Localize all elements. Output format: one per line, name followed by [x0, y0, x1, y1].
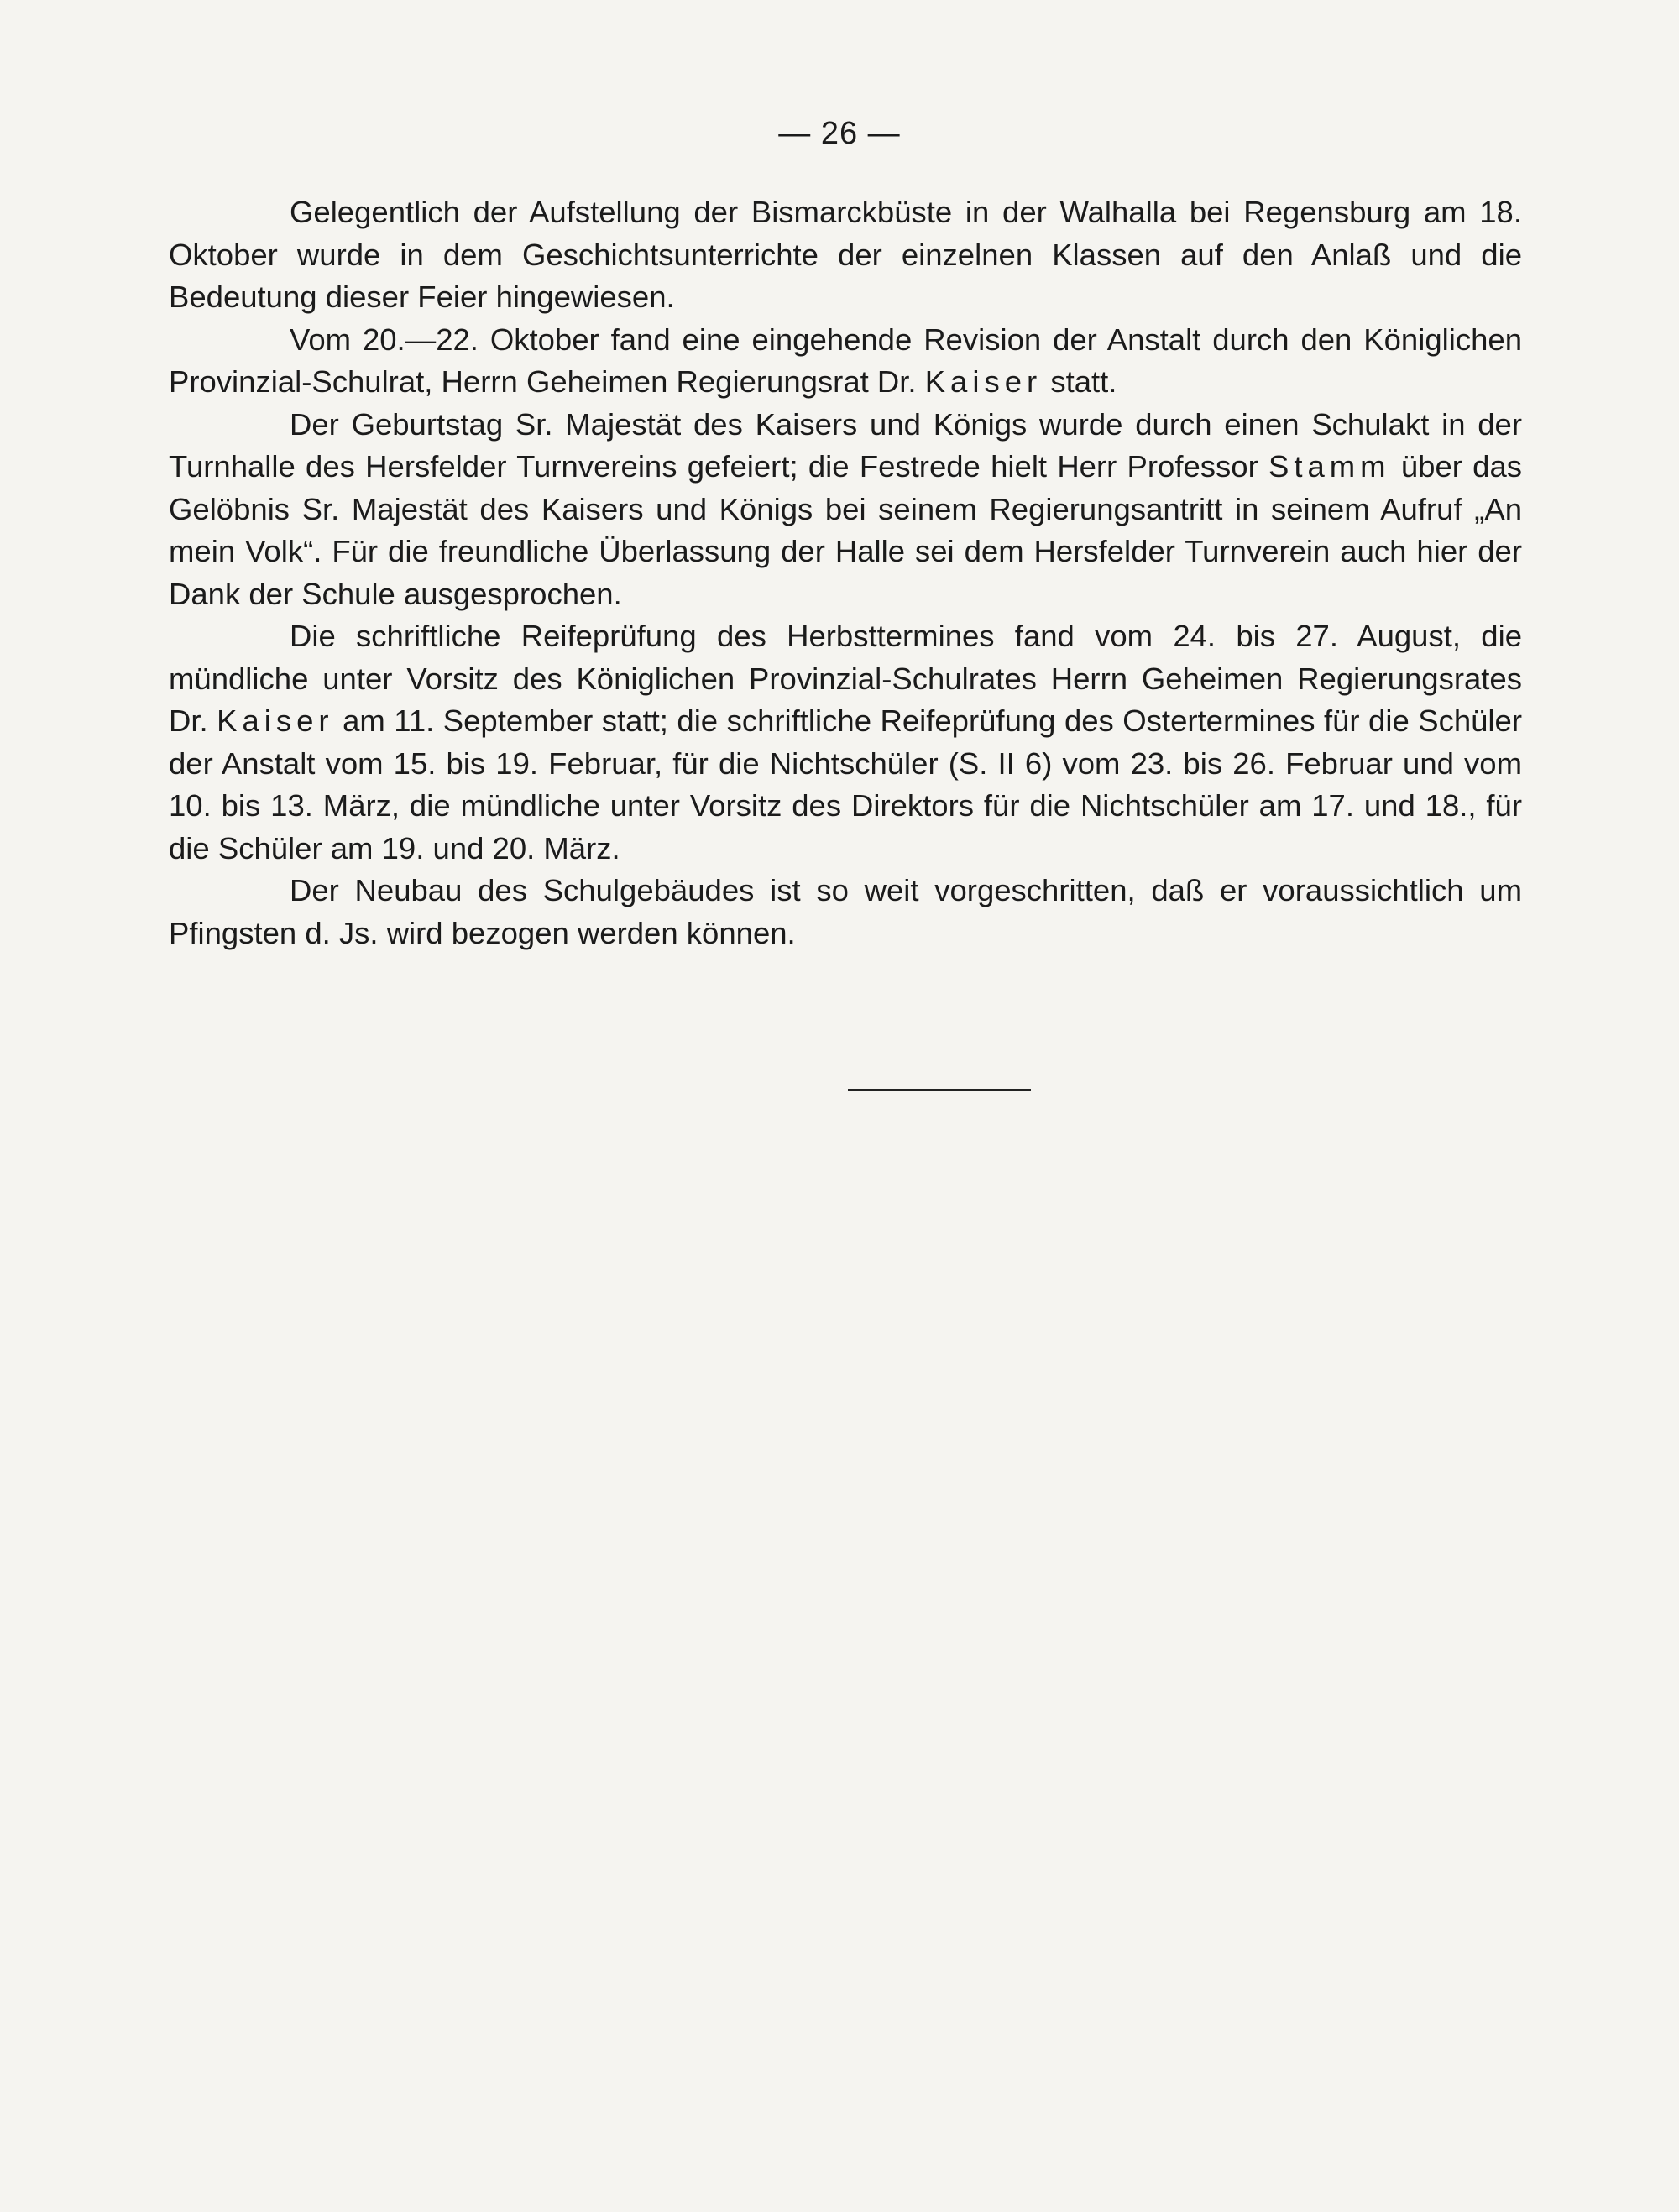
paragraph-bismarck-bust: [169, 191, 1522, 319]
paragraph-text: über das Gelöbnis Sr. Majestät des Kaisers und Königs bei seinem Regierungsantritt in seinem Aufruf „An mein Volk“. Für die freundliche Überlassung der Halle sei dem Hersfelder Turnverein auch hier der Dank der Schule ausgesprochen.: [169, 449, 1522, 611]
name-emphasis: Stamm: [1268, 449, 1391, 484]
paragraph-new-building: [169, 870, 1522, 954]
paragraph-text: Der Geburtstag Sr. Majestät des Kaisers und Königs wurde durch einen Schulakt in der Turnhalle des Hersfelder Turnvereins gefeiert; die Festrede hielt Herr Professor: [169, 406, 1522, 484]
paragraph-final-exams: [169, 615, 1522, 870]
paragraph-text: Der Neubau des Schulgebäudes ist so weit vorgeschritten, daß er voraussichtlich um Pfingsten d. Js. wird bezogen werden können.: [169, 873, 1522, 950]
section-divider: [848, 1089, 1031, 1091]
name-emphasis: Kaiser: [217, 703, 334, 738]
paragraph-text: Vom 20.—22. Oktober fand eine eingehende Revision der Anstalt durch den Königlichen Provinzial-Schulrat, Herrn Geheimen Regierungsrat Dr.: [169, 322, 1522, 399]
paragraph-text: am 11. September statt; die schriftliche Reifeprüfung des Ostertermines für die Schüler der Anstalt vom 15. bis 19. Februar, für die Nichtschüler (S. II 6) vom 23. bis 26. Februar und vom 10. bis 13. März, die mündliche unter Vorsitz des Direktors für die Nichtschüler am 17. und 18., für die Schüler am 19. und 20. März.: [169, 703, 1522, 865]
paragraph-emperor-birthday: [169, 404, 1522, 616]
paragraph-revision: [169, 319, 1522, 404]
page-number: — 26 —: [778, 116, 901, 151]
paragraph-text: Gelegentlich der Aufstellung der Bismarckbüste in der Walhalla bei Regensburg am 18. Oktober wurde in dem Geschichtsunterrichte der einzelnen Klassen auf den Anlaß und die Bedeutung dieser Feier hingewiesen.: [169, 195, 1522, 314]
paragraph-text: statt.: [1042, 364, 1117, 399]
body-text: [169, 191, 1522, 954]
paragraph-text: Die schriftliche Reifeprüfung des Herbsttermines fand vom 24. bis 27. August, die mündliche unter Vorsitz des Königlichen Provinzial-Schulrates Herrn Geheimen Regierungsrates Dr.: [169, 619, 1522, 738]
name-emphasis: Kaiser: [924, 364, 1043, 399]
